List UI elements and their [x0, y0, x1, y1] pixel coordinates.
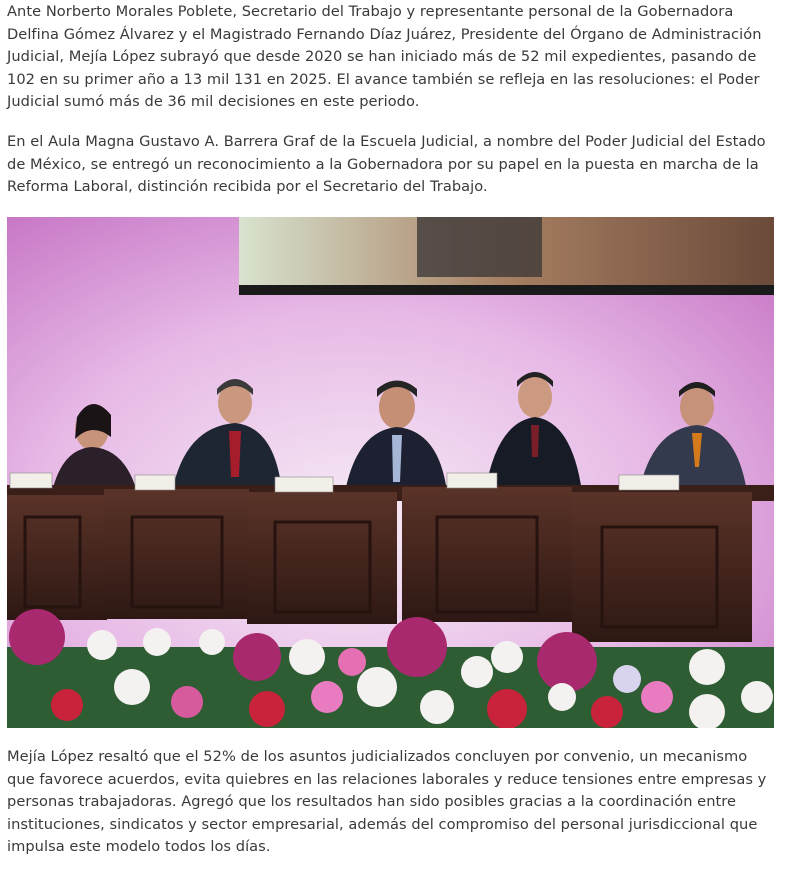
event-photo-illustration	[7, 217, 774, 728]
projection-screen	[239, 217, 774, 295]
article-paragraph-3: Mejía López resaltó que el 52% de los asuntos judicializados concluyen por convenio, un mecanismo que favorece acuerdos, evita quiebres en las relaciones laborales y reduce tensiones entre empresas y personas trabajadoras. Agregó que los resultados han sido posibles gracias a la coordinación entre instituciones, sindicatos y sector empresarial, además del compromiso del personal jurisdiccional que impulsa este modelo todos los días.	[7, 748, 767, 855]
article-paragraph-1: Ante Norberto Morales Poblete, Secretario del Trabajo y representante personal de la Gobernadora Delfina Gómez Álvarez y el Magistrado Fernando Díaz Juárez, Presidente del Órgano de Administración Judicial, Mejía López subrayó que desde 2020 se han iniciado más de 52 mil expedientes, pasando de 102 en su primer año a 13 mil 131 en 2025. El avance también se refleja en las resoluciones: el Poder Judicial sumó más de 36 mil decisiones en este periodo.	[7, 3, 762, 110]
podium-table	[7, 485, 774, 642]
article-photo	[7, 217, 774, 728]
article-paragraph-2: En el Aula Magna Gustavo A. Barrera Graf de la Escuela Judicial, a nombre del Poder Judicial del Estado de México, se entregó un reconocimiento a la Gobernadora por su papel en la puesta en marcha de la Reforma Laboral, distinción recibida por el Secretario del Trabajo.	[7, 133, 766, 195]
